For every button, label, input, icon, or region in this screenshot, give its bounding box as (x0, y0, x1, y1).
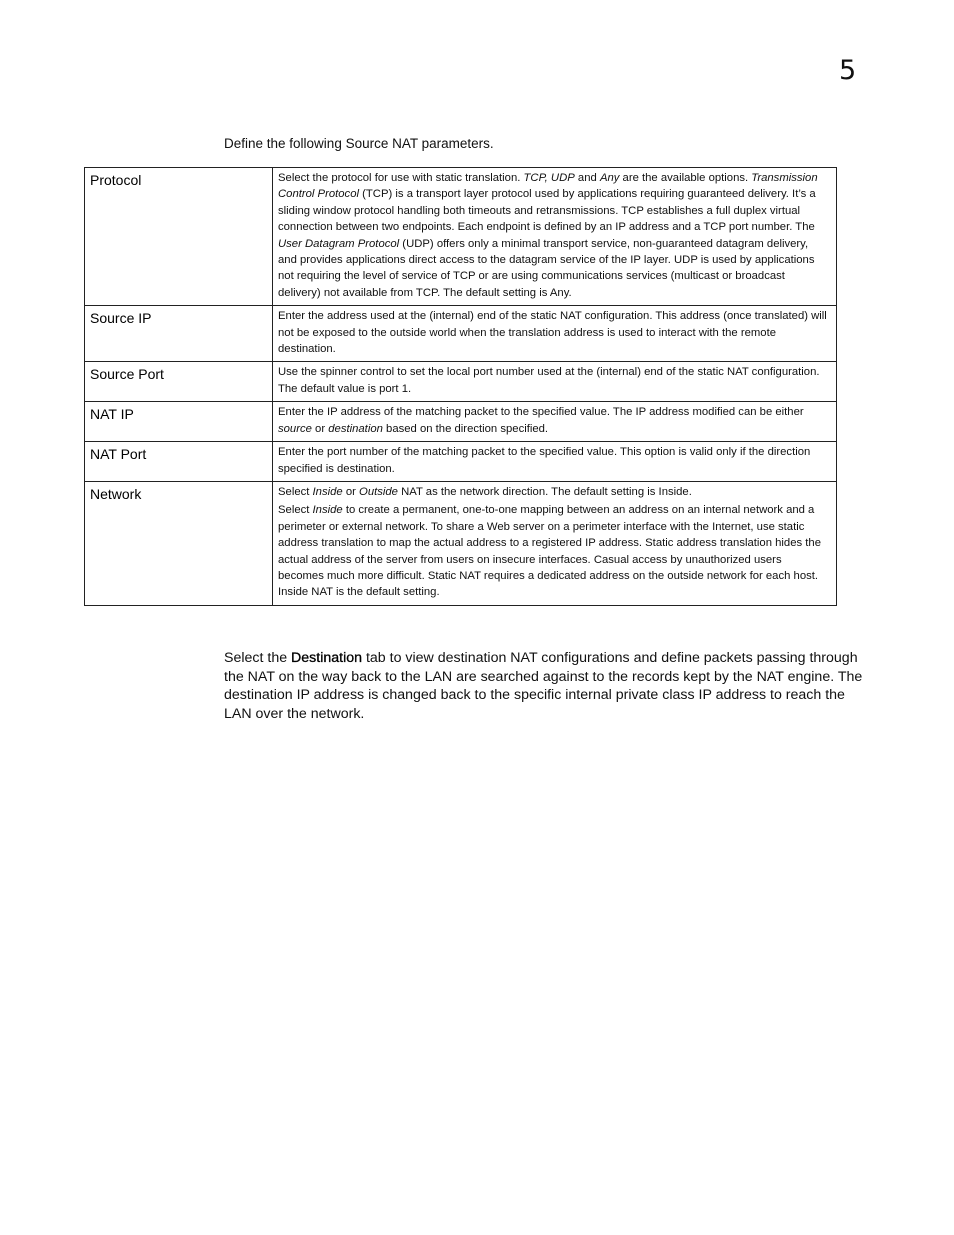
description-text: NAT as the network direction. The default setting is Inside. (397, 485, 692, 498)
description-text: (TCP) is a transport layer protocol used by applications requiring guaranteed delivery. It’s a sliding window protocol handling both timeouts and retransmissions. TCP establishes a full duplex virtual connection between two endpoints. Each endpoint is defined by an IP address and a TCP port number. The (278, 188, 816, 234)
emphasized-term: Transmission Control Protocol (278, 172, 818, 201)
description-text: Use the spinner control to set the local port number used at the (internal) end of the static NAT configuration. The default value is port 1. (278, 366, 820, 395)
table-row (85, 362, 837, 402)
destination-tab-reference: Destination (291, 650, 363, 666)
chapter-number: 5 (839, 55, 857, 86)
emphasized-term: Inside (312, 485, 343, 498)
emphasized-term: TCP, UDP (523, 172, 575, 184)
description-paragraph (278, 404, 830, 437)
parameter-description (273, 442, 837, 482)
description-text: (UDP) offers only a minimal transport service, non-guaranteed datagram delivery, and provides applications direct access to the datagram service of the IP layer. UDP is used by applications not requiring the level of service of TCP or are using communications services (multicast or broadcast delivery) not available from TCP. The default setting is Any. (278, 237, 815, 299)
description-text: Enter the port number of the matching packet to the specified value. This option is valid only if the direction specified is destination. (278, 446, 811, 475)
description-text: Select the protocol for use with static translation. (278, 172, 524, 184)
emphasized-term: Any (599, 172, 620, 184)
table-row (85, 481, 837, 605)
parameter-name: NAT Port (85, 442, 273, 482)
source-nat-parameters-table (84, 167, 837, 606)
parameter-name: Source IP (85, 306, 273, 362)
emphasized-term: User Datagram Protocol (278, 237, 400, 250)
parameter-name: Protocol (85, 168, 273, 306)
description-paragraph (278, 484, 830, 500)
parameter-name: NAT IP (85, 402, 273, 442)
description-text: to create a permanent, one-to-one mapping between an address on an internal network and a perimeter or external network. To share a Web server on a perimeter interface with the Internet, use static address translation to map the actual address to a registered IP address. Static address translation hides the actual address of the server from users on insecure interfaces. Casual access by unauthorized users becomes much more difficult. Static NAT requires a dedicated address on the outside network for each host. Inside NAT is the default setting. (278, 504, 821, 599)
description-text: Enter the address used at the (internal) end of the static NAT configuration. This address (once translated) will not be exposed to the outside world when the translation address is used to interact with the remote destination. (278, 310, 827, 356)
parameter-description (273, 481, 837, 605)
description-text: based on the direction specified. (382, 422, 549, 435)
description-text: and (574, 172, 600, 184)
description-paragraph (278, 308, 830, 357)
description-text: or (311, 422, 329, 435)
parameter-name: Source Port (85, 362, 273, 402)
parameter-description (273, 362, 837, 402)
closing-text-before: Select the (224, 650, 292, 666)
description-text: are the available options. (619, 172, 752, 184)
description-paragraph (278, 502, 830, 600)
description-paragraph (278, 444, 830, 477)
table-row (85, 306, 837, 362)
parameter-description (273, 306, 837, 362)
description-text: or (342, 485, 360, 498)
emphasized-term: Outside (359, 485, 398, 498)
intro-text: Define the following Source NAT parameters. (224, 136, 494, 151)
description-text: Select (278, 485, 313, 498)
parameter-name: Network (85, 481, 273, 605)
table-body (85, 168, 837, 606)
emphasized-term: Inside (312, 504, 343, 517)
description-paragraph (278, 364, 830, 397)
closing-paragraph (224, 649, 870, 724)
description-paragraph (278, 170, 830, 301)
table-row (85, 402, 837, 442)
description-text: Select (278, 504, 313, 517)
parameter-description (273, 402, 837, 442)
parameter-description (273, 168, 837, 306)
emphasized-term: source (278, 422, 312, 435)
table-row (85, 442, 837, 482)
description-text: Enter the IP address of the matching packet to the specified value. The IP address modified can be either (278, 406, 804, 419)
closing-text-after: tab to view destination NAT configurations and define packets passing through the NAT on the way back to the LAN are searched against to the records kept by the NAT engine. The destination IP address is changed back to the specific internal private class IP address to reach the LAN over the network. (224, 650, 863, 723)
emphasized-term: destination (328, 422, 383, 435)
table-row (85, 168, 837, 306)
